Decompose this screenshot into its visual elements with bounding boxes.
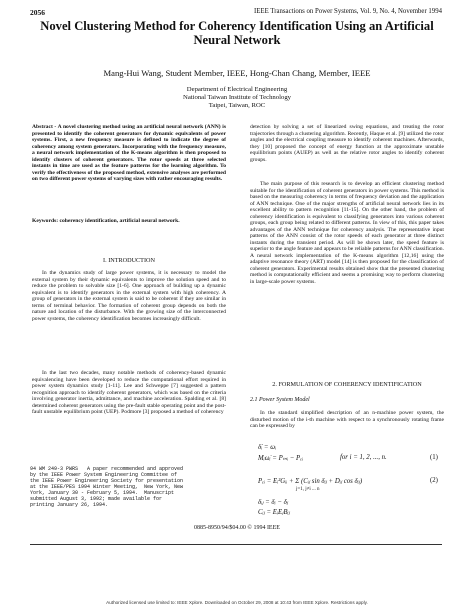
keywords: Keywords: coherency identification, artificial neural network. <box>32 218 180 224</box>
subsection-2-1-text: In the standard simplified description of an n-machine power system, the disturbed motion of the i-th machine with respect to a synchronously rotating frame can be expressed by <box>250 410 444 429</box>
authorized-use-notice: Authorized licensed use limited to: IEEE Xplore. Downloaded on October 29, 2008 at 10:43 from IEEE Xplore. Restrictions apply. <box>106 600 368 605</box>
section-2-heading: 2. FORMULATION OF COHERENCY IDENTIFICATION <box>272 381 422 388</box>
equation-3b: Cᵢⱼ = EᵢEⱼBᵢⱼ <box>258 509 290 516</box>
footer-rule <box>30 544 442 545</box>
equation-2-limits: j=1, j≠i ... n <box>296 487 320 492</box>
authors: Mang-Hui Wang, Student Member, IEEE, Hong-Chan Chang, Member, IEEE <box>103 68 371 78</box>
paper-title: Novel Clustering Method for Coherency Identification Using an Artificial Neural Network <box>40 19 434 47</box>
introduction-paragraph-1: In the dynamics study of large power systems, it is necessary to model the external system by their dynamic equivalents to improve the solution speed and to reduce the problem to solvable size [1-6]. One approach of building up a dynamic equivalent is to identify generators in the external system with high coherency. A group of generators in the external system is said to be coherent if they are similar in terms of terminal behavior. The formation of coherent group depends on both the nature and location of the disturbance. With the growing size of the interconnected power systems, the coherency identification becomes increasingly difficult. <box>32 270 226 322</box>
journal-header: IEEE Transactions on Power Systems, Vol. 9, No. 4, November 1994 <box>254 8 442 15</box>
right-paragraph-1: detection by solving a set of linearized swing equations, and treating the rotor trajectories through a clustering algorithm. Recently, Haque et al. [9] utilized the rotor angles and the electrical coupling measure to identify coherent machines. Afterwards, they [10] proposed the concept of energy function at the approximate unstable equilibrium points (AUEP) as well as the relative rotor angles to identify coherent groups. <box>250 124 444 163</box>
equation-1-line-2: Mᵢω̇ᵢ = Pₘᵢ − Pₑᵢ <box>258 455 304 462</box>
equation-1-line-1: δ̇ᵢ = ωᵢ <box>258 444 277 451</box>
equation-2: Pₑᵢ = Eᵢ²Gᵢᵢ + Σ (Cᵢⱼ sin δᵢⱼ + Dᵢⱼ cos δᵢⱼ) <box>258 478 363 485</box>
page-number: 2056 <box>30 8 45 17</box>
equation-1-condition: for i = 1, 2, ..., n. <box>340 454 387 461</box>
equation-2-number: (2) <box>430 477 438 484</box>
equation-3a: δᵢⱼ = δᵢ − δⱼ <box>258 499 288 506</box>
footnote: 94 WM 249-3 PWRS A paper recommended and approved by the IEEE Power System Engineering Committee of the IEEE Power Engineering Society for presentation at the IEEE/PES 1994 Winter Meeting, New York, New York, January 30 - February 5, 1994. Manuscript submitted August 3, 1992; made available for printing January 26, 1994. <box>30 466 184 508</box>
affiliation-location: Taipei, Taiwan, ROC <box>208 102 266 110</box>
affiliation <box>30 86 444 111</box>
subsection-2-1-heading: 2.1 Power System Model <box>250 397 310 403</box>
right-paragraph-2: The main purpose of this research is to develop an efficient clustering method suitable for the identification of coherent generators in power systems. This method is based on the measuring coherency in terms of frequency deviation and the application of ANN technique. One of the major strengths of artificial neural network lies in its excellent ability to pattern recognition [11-15]. On the other hand, the problem of coherency identification is equivalent to classifying generators into various coherent groups, each group being related to different patterns. In view of this, this paper takes advantages of the ANN technique for coherency analysis. The representative input patterns of the ANN consist of the rotor speeds of each generator at three distinct instants during the transient period. As will be shown later, the speed feature is superior to the angle feature and appears to be reliable patterns for ANN classification. A neural network implementation of the K-means algorithm [12,16] using the adaptive resonance theory (ART) model [14] is then proposed for the classification of coherent generators. Experimental results obtained show that the presented clustering method is computationally efficient and seems a promising way to perform clustering in large-scale power systems. <box>250 181 444 285</box>
affiliation-department: Department of Electrical Engineering <box>186 86 288 93</box>
affiliation-institute: National Taiwan Institute of Technology <box>182 94 292 102</box>
copyright-line: 0885-8950/94/$04.00 © 1994 IEEE <box>194 525 280 531</box>
equation-1-number: (1) <box>430 454 438 461</box>
introduction-heading: I. INTRODUCTION <box>103 257 155 264</box>
abstract: Abstract - A novel clustering method using an artificial neural network (ANN) is presented to identify the coherent generators for dynamic equivalents of power systems. First, a new frequency measure is defined to indicate the degree of coherency among system generators. Incorporating with the frequency measure, a neural network implementation of the K-means algorithm is then proposed to identify clusters of coherent generators. The rotor speeds at three selected instants in time are used as the feature patterns for the learning algorithm. To verify the effectiveness of the proposed method, extensive analyses are performed on two different power systems of varying sizes with rather encouraging results. <box>32 124 226 182</box>
introduction-paragraph-2: In the last two decades, many notable methods of coherency-based dynamic equivalencing have been developed to reduce the computational effort required in power system dynamics study [1-11]. Lee and Schweppe [7] suggested a pattern recognition approach to identify coherent generators, which was based on the criteria involving generator inertia, admittance, and machine acceleration. Spalding et al. [8] determined coherent generators using the pre-fault stable operating point and the post-fault unstable equilibrium point (UEP). Podmore [3] proposed a method of coherency <box>32 370 226 415</box>
